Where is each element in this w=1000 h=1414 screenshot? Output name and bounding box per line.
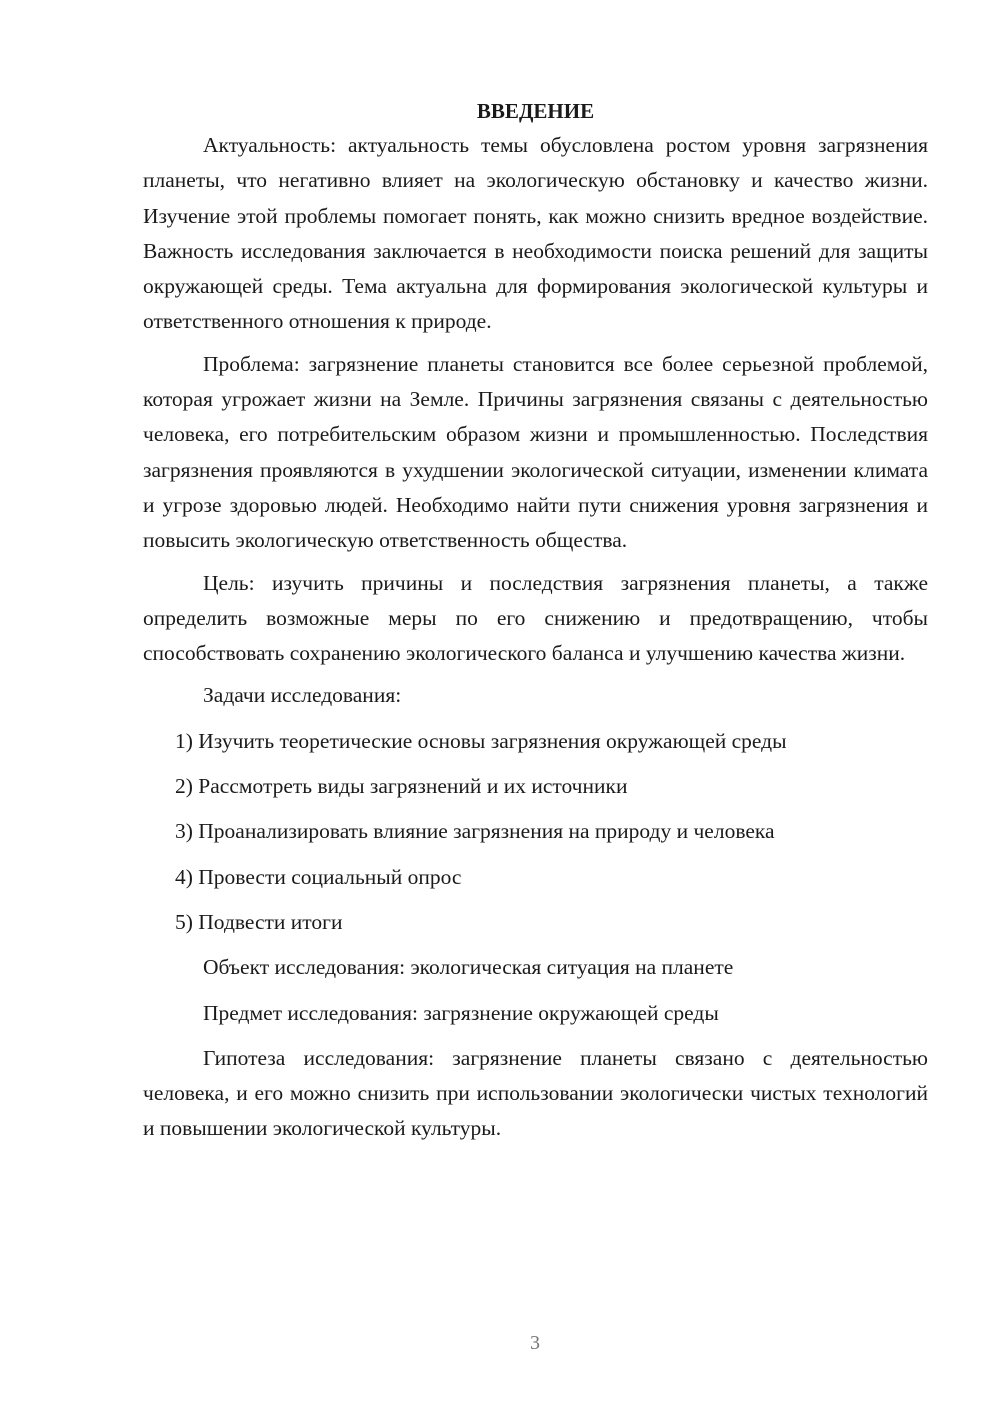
goal-paragraph: Цель: изучить причины и последствия загрязнения планеты, а также определить возможные меры по его снижению и предотвращению, чтобы способствовать сохранению экологического баланса и улучшению качества жизни. [143, 570, 928, 666]
tasks-list [143, 724, 928, 940]
research-subject: Предмет исследования: загрязнение окружающей среды [203, 1000, 719, 1025]
research-object: Объект исследования: экологическая ситуация на планете [203, 955, 734, 980]
problem-paragraph: Проблема: загрязнение планеты становится все более серьезной проблемой, которая угрожает жизни на Земле. Причины загрязнения связаны с деятельностью человека, его потребительским образом жизни и промышленностью. Последствия загрязнения проявляются в ухудшении экологической ситуации, изменении климата и угрозе здоровью людей. Необходимо найти пути снижения уровня загрязнения и повысить экологическую ответственность общества. [143, 351, 928, 553]
list-item: 3) Проанализировать влияние загрязнения на природу и человека [175, 819, 775, 844]
list-item: 1) Изучить теоретические основы загрязнения окружающей среды [175, 728, 787, 753]
list-item: 4) Провести социальный опрос [175, 864, 462, 889]
relevance-paragraph: Актуальность: актуальность темы обусловлена ростом уровня загрязнения планеты, что негативно влияет на экологическую обстановку и качество жизни. Изучение этой проблемы помогает понять, как можно снизить вредное воздействие. Важность исследования заключается в необходимости поиска решений для защиты окружающей среды. Тема актуальна для формирования экологической культуры и ответственного отношения к природе. [143, 133, 928, 334]
tasks-heading: Задачи исследования: [203, 683, 402, 708]
page-content [143, 96, 928, 1154]
list-item: 5) Подвести итоги [175, 909, 343, 934]
hypothesis-paragraph: Гипотеза исследования: загрязнение планеты связано с деятельностью человека, и его можно снизить при использовании экологически чистых технологий и повышении экологической культуры. [143, 1045, 928, 1141]
section-heading: ВВЕДЕНИЕ [476, 99, 595, 123]
page-number: 3 [530, 1332, 540, 1354]
list-item: 2) Рассмотреть виды загрязнений и их источники [175, 774, 628, 799]
